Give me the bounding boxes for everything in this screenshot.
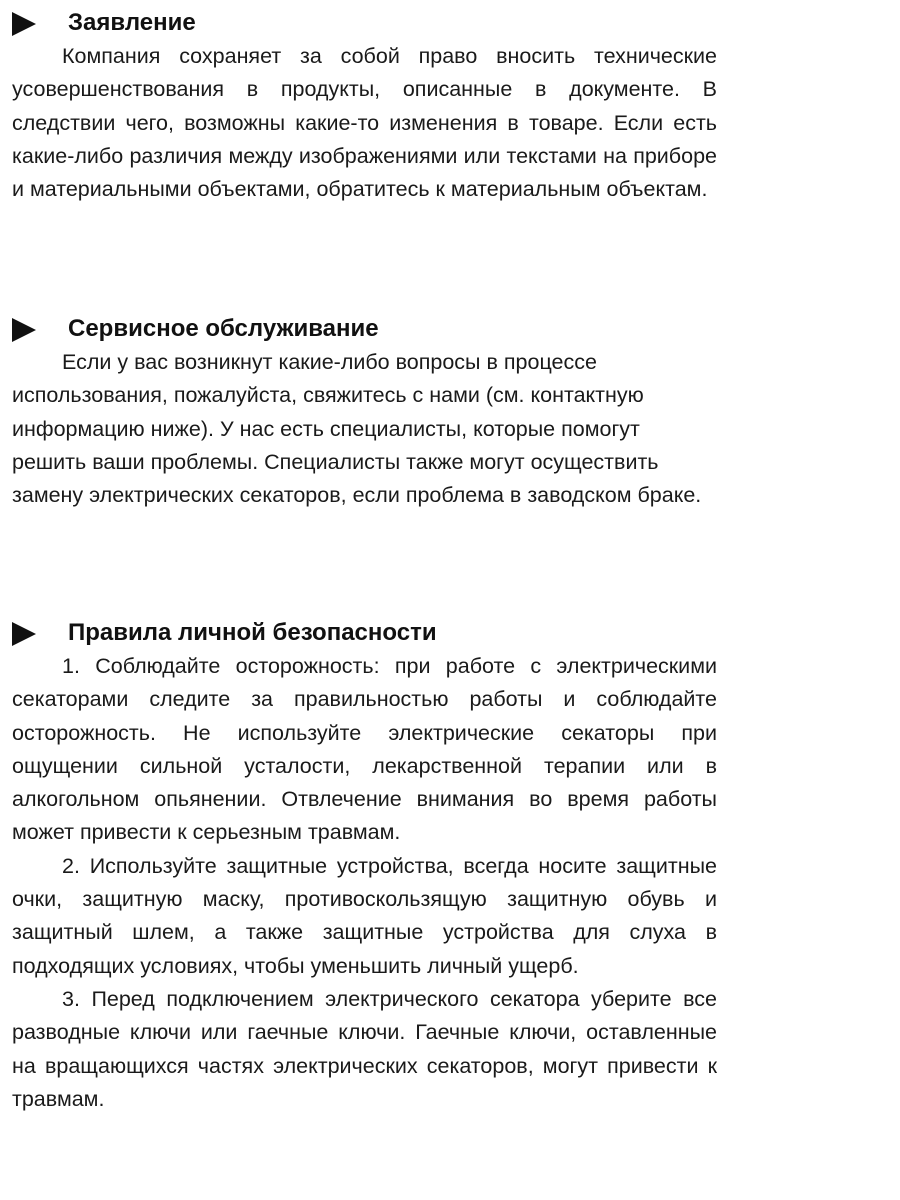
safety-heading xyxy=(12,616,717,650)
safety-section xyxy=(12,616,717,1116)
statement-heading xyxy=(12,6,717,40)
safety-rule-1: 1. Соблюдайте осторожность: при работе с электрическими секаторами следите за правильностью работы и соблюдайте осторожность. Не используйте электрические секаторы при ощущении сильной усталости, лекарственной терапии или в алкогольном опьянении. Отвлечение внимания во время работы может привести к серьезным травмам. xyxy=(12,654,717,845)
triangle-bullet-icon xyxy=(12,622,36,646)
statement-section xyxy=(12,6,717,206)
statement-title: Заявление xyxy=(68,9,196,36)
triangle-bullet-icon xyxy=(12,318,36,342)
safety-title: Правила личной безопасности xyxy=(68,619,437,646)
service-title: Сервисное обслуживание xyxy=(68,315,379,342)
safety-rule-2: 2. Используйте защитные устройства, всегда носите защитные очки, защитную маску, противоскользящую защитную обувь и защитный шлем, а также защитные устройства для слуха в подходящих условиях, чтобы уменьшить личный ущерб. xyxy=(12,853,717,978)
statement-paragraph: Компания сохраняет за собой право вносить технические усовершенствования в продукты, описанные в документе. В следствии чего, возможны какие-то изменения в товаре. Если есть какие-либо различия между изображениями или текстами на приборе и материальными объектами, обратитесь к материальным объектам. xyxy=(12,44,717,202)
triangle-bullet-icon xyxy=(12,12,36,36)
service-section xyxy=(12,312,717,512)
safety-rule-3: 3. Перед подключением электрического секатора уберите все разводные ключи или гаечные ключи. Гаечные ключи, оставленные на вращающихся частях электрических секаторов, могут привести к травмам. xyxy=(12,986,717,1111)
service-paragraph: Если у вас возникнут какие-либо вопросы в процессе использования, пожалуйста, свяжитесь с нами (см. контактную информацию ниже). У нас есть специалисты, которые помогут решить ваши проблемы. Специалисты также могут осуществить замену электрических секаторов, если проблема в заводском браке. xyxy=(12,350,702,508)
service-heading xyxy=(12,312,717,346)
